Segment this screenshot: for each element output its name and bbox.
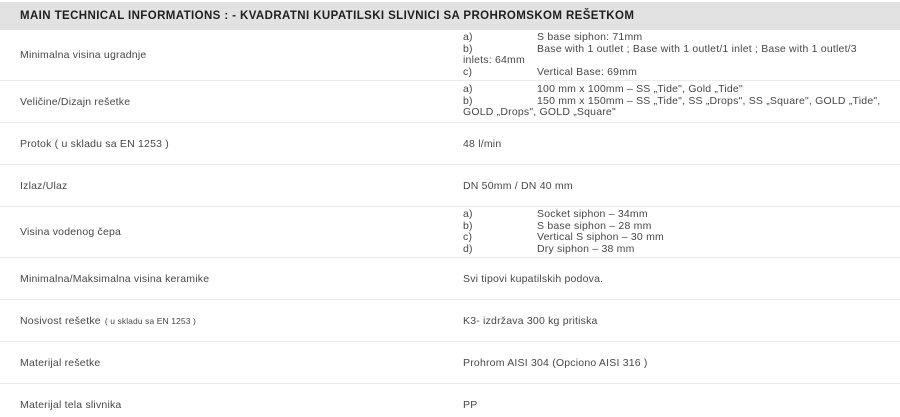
row-label (0, 81, 463, 122)
table-row (0, 207, 900, 258)
item-text: S base siphon – 28 mm (537, 219, 652, 232)
table-row (0, 258, 900, 300)
value-line (463, 67, 884, 79)
value-line (463, 96, 884, 119)
row-value (463, 342, 900, 383)
item-text: Base with 1 outlet ; Base with 1 outlet/1 inlet ; Base with 1 outlet/3 inlets: 64mm (463, 42, 857, 66)
table-row (0, 165, 900, 207)
item-letter: d) (463, 242, 473, 255)
item-text: 100 mm x 100mm – SS „Tide", Gold „Tide" (537, 83, 743, 96)
value-line (463, 244, 884, 256)
row-label-text: Protok ( u skladu sa EN 1253 ) (20, 137, 169, 150)
value-line (463, 209, 884, 221)
spec-table (0, 30, 900, 417)
item-letter: a) (463, 83, 473, 96)
row-label-text: Nosivost rešetke (20, 314, 101, 327)
table-row (0, 30, 900, 81)
row-label (0, 207, 463, 257)
item-letter: a) (463, 31, 473, 43)
item-letter: b) (463, 94, 473, 107)
row-value (463, 30, 900, 80)
row-value (463, 258, 900, 299)
item-letter: b) (463, 42, 473, 55)
row-label-text: Veličine/Dizajn rešetke (20, 95, 131, 108)
row-label-text: Materijal tela slivnika (20, 398, 122, 411)
table-row (0, 342, 900, 384)
table-header-bar (0, 2, 900, 30)
row-label (0, 123, 463, 164)
item-text: S base siphon: 71mm (537, 31, 643, 43)
table-title: MAIN TECHNICAL INFORMATIONS : - KVADRATNI KUPATILSKI SLIVNICI SA PROHROMSKOM REŠETKOM (20, 10, 635, 22)
item-letter: a) (463, 208, 473, 220)
value-line (463, 232, 884, 244)
value-lines (463, 30, 884, 80)
row-label-text: Visina vodenog čepa (20, 226, 122, 238)
row-value-text: DN 50mm / DN 40 mm (463, 179, 573, 192)
row-value (463, 207, 900, 257)
table-row (0, 300, 900, 342)
row-value-text: 48 l/min (463, 137, 502, 150)
item-text: Socket siphon – 34mm (537, 208, 648, 220)
row-label (0, 342, 463, 383)
table-row (0, 123, 900, 165)
row-label-text: Materijal rešetke (20, 356, 101, 369)
item-letter: c) (463, 231, 473, 243)
item-letter: b) (463, 219, 473, 232)
row-value (463, 384, 900, 417)
row-label-note: ( u skladu sa EN 1253 ) (104, 315, 196, 326)
row-value (463, 300, 900, 341)
row-value-text: Prohrom AISI 304 (Opciono AISI 316 ) (463, 356, 648, 369)
table-row (0, 81, 900, 123)
row-label (0, 30, 463, 80)
item-text: Vertical Base: 69mm (537, 65, 638, 78)
value-line (463, 221, 884, 233)
table-row (0, 384, 900, 417)
row-label-text: Izlaz/Ulaz (20, 179, 68, 192)
row-label (0, 300, 463, 341)
row-value-text: Svi tipovi kupatilskih podova. (463, 272, 604, 285)
item-text: Vertical S siphon – 30 mm (537, 231, 664, 243)
value-line (463, 44, 884, 67)
value-lines (463, 82, 884, 121)
row-value (463, 165, 900, 206)
row-value (463, 123, 900, 164)
row-label-text: Minimalna/Maksimalna visina keramike (20, 272, 210, 285)
item-text: 150 mm x 150mm – SS „Tide", SS „Drops", SS „Square", GOLD „Tide", GOLD „Drops", GOLD „Square" (463, 94, 881, 119)
value-lines (463, 207, 884, 257)
row-label (0, 258, 463, 299)
row-label-text: Minimalna visina ugradnje (20, 49, 147, 61)
row-value-text: K3- izdržava 300 kg pritiska (463, 314, 598, 327)
row-label (0, 384, 463, 417)
row-label (0, 165, 463, 206)
item-text: Dry siphon – 38 mm (537, 242, 635, 255)
row-value-text: PP (463, 398, 478, 411)
item-letter: c) (463, 65, 473, 78)
row-value (463, 81, 900, 122)
